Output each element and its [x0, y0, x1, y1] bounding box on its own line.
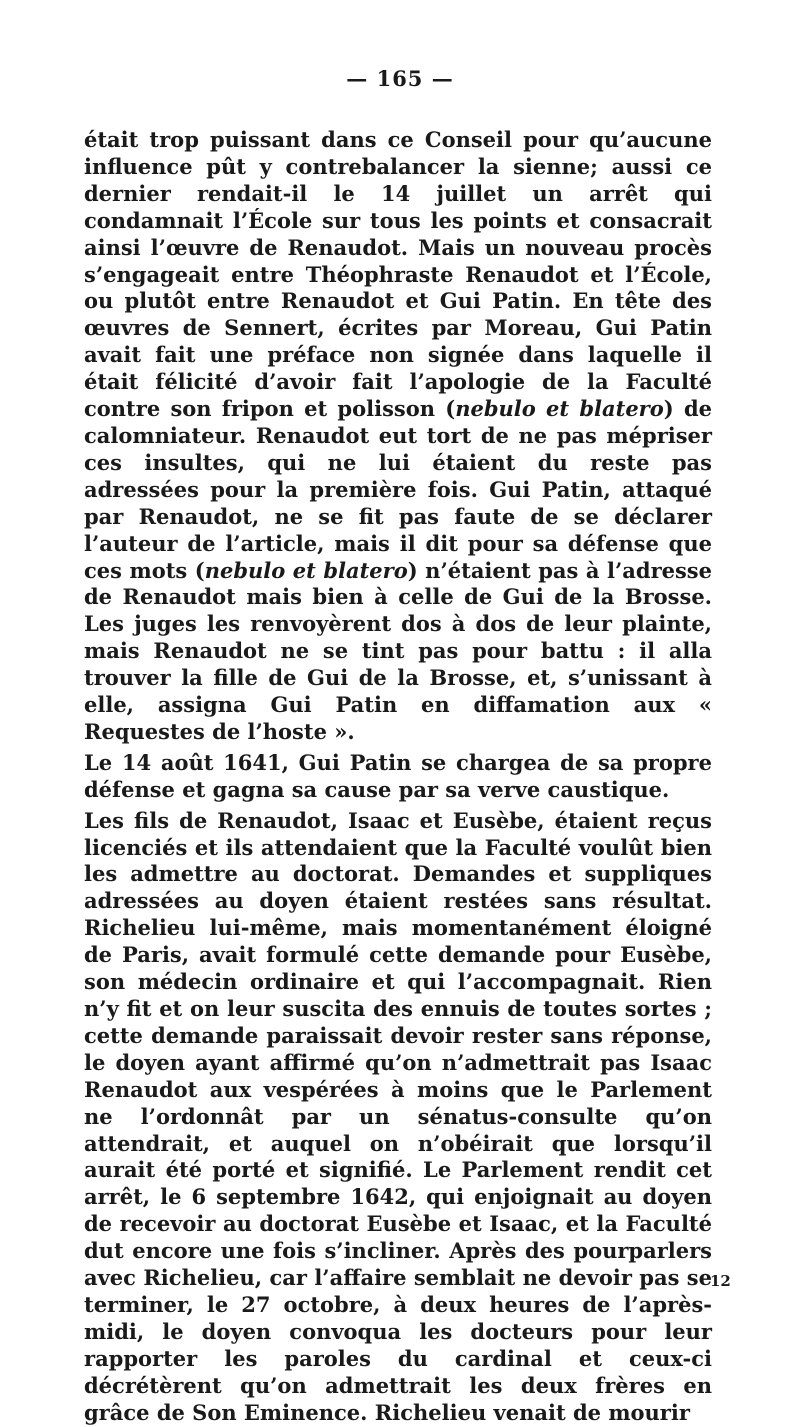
signature-mark: 12	[710, 1272, 731, 1290]
text-segment: ) n’étaient pas à l’adresse de Renaudot mais bien à celle de Gui de la Brosse. Les juges les renvoyèrent dos à dos de leur plainte, mais Renaudot ne se tint pas pour battu : il alla trouver la fille de Gui de la Brosse, et, s’unissant à elle, assigna Gui Patin en diffamation aux « Requestes de l’hoste ».	[84, 557, 712, 744]
text-segment: ) de calomniateur. Renaudot eut tort de ne pas mépriser ces insultes, qui ne lui étaient du reste pas adressées pour la première fois. Gui Patin, attaqué par Renaudot, ne se fit pas faute de se déclarer l’auteur de l’article, mais il dit pour sa défense que ces mots (	[84, 396, 713, 583]
paragraph-2	[84, 750, 712, 804]
text-segment: était trop puissant dans ce Conseil pour qu’aucune influence pût y contrebalancer la sienne; aussi ce dernier rendait-il le 14 juillet un arrêt qui condamnait l’École sur tous les points et consacrait ainsi l’œuvre de Renaudot. Mais un nouveau procès s’engageait entre Théophraste Renaudot et l’École, ou plutôt entre Renaudot et Gui Patin. En tête des œuvres de Sennert, écrites par Moreau, Gui Patin avait fait une préface non signée dans laquelle il était félicité d’avoir fait l’apologie de la Faculté contre son fripon et polisson (	[84, 127, 712, 422]
latin-term: nebulo et blatero	[455, 396, 664, 422]
paragraph-1	[84, 127, 712, 746]
text-segment: Les fils de Renaudot, Isaac et Eusèbe, étaient reçus licenciés et ils attendaient que la Faculté voulût bien les admettre au doctorat. Demandes et suppliques adressées au doyen étaient restées sans résultat. Richelieu lui-même, mais momentanément éloigné de Paris, avait formulé cette demande pour Eusèbe, son médecin ordinaire et qui l’accompagnait. Rien n’y fit et on leur suscita des ennuis de toutes sortes ; cette demande paraissait devoir rester sans réponse, le doyen ayant affirmé qu’on n’admettrait pas Isaac Renaudot aux vespérées à moins que le Parlement ne l’ordonnât par un sénatus-consulte qu’on attendrait, et auquel on n’obéirait que lorsqu’il aurait été porté et signifié. Le Parlement rendit cet arrêt, le 6 septembre 1642, qui enjoignait au doyen de recevoir au doctorat Eusèbe et Isaac, et la Faculté dut encore une fois s’incliner. Après des pourparlers avec Richelieu, car l’affaire semblait ne devoir pas se terminer, le 27 octobre, à deux heures de l’après-midi, le doyen convoqua les docteurs pour leur rapporter les paroles du cardinal et ceux-ci décrétèrent qu’on admettrait les deux frères en grâce de Son Eminence. Richelieu venait de mourir	[84, 807, 712, 1425]
body-text	[84, 127, 712, 1427]
page-number: — 165 —	[346, 66, 454, 91]
paragraph-3	[84, 808, 712, 1427]
latin-term: nebulo et blatero	[204, 557, 408, 583]
text-segment: Le 14 août 1641, Gui Patin se chargea de sa propre défense et gagna sa cause par sa verve caustique.	[84, 749, 712, 802]
